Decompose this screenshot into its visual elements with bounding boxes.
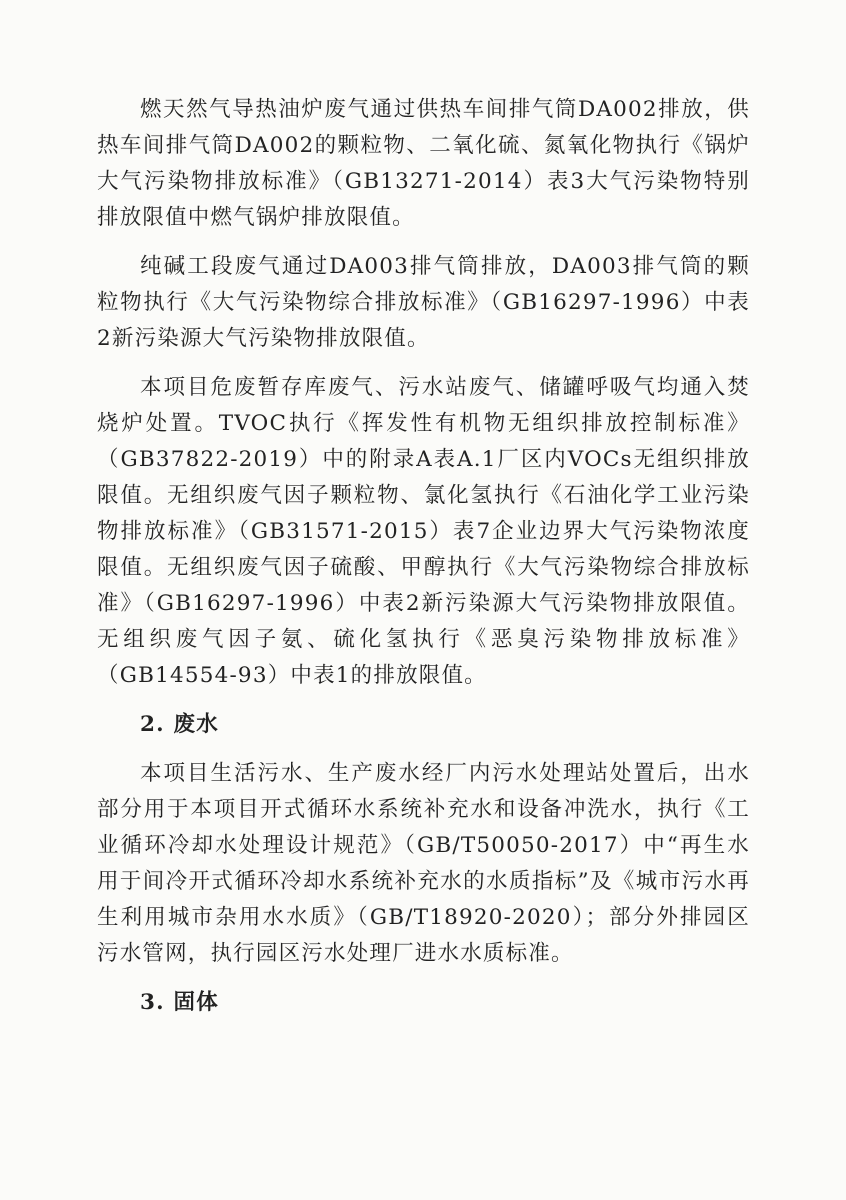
paragraph-fugitive-emissions: 本项目危废暂存库废气、污水站废气、储罐呼吸气均通入焚烧炉处置。TVOC执行《挥发性有机物无组织排放控制标准》（GB37822-2019）中的附录A表A.1厂区内VOCs无组织排放限值。无组织废气因子颗粒物、氯化氢执行《石油化学工业污染物排放标准》（GB31571-2015）表7企业边界大气污染物浓度限值。无组织废气因子硫酸、甲醇执行《大气污染物综合排放标准》（GB16297-1996）中表2新污染源大气污染物排放限值。无组织废气因子氨、硫化氢执行《恶臭污染物排放标准》（GB14554-93）中表1的排放限值。 xyxy=(97,375,750,688)
paragraph-wastewater: 本项目生活污水、生产废水经厂内污水处理站处置后，出水部分用于本项目开式循环水系统补充水和设备冲洗水，执行《工业循环冷却水处理设计规范》（GB/T50050-2017）中“再生水用于间冷开式循环冷却水系统补充水的水质指标”及《城市污水再生利用城市杂用水水质》（GB/T18920-2020）；部分外排园区污水管网，执行园区污水处理厂进水水质标准。 xyxy=(97,761,750,966)
paragraph-boiler-exhaust: 燃天然气导热油炉废气通过供热车间排气筒DA002排放，供热车间排气筒DA002的颗粒物、二氧化硫、氮氧化物执行《锅炉大气污染物排放标准》（GB13271-2014）表3大气污染物特别排放限值中燃气锅炉排放限值。 xyxy=(97,97,750,230)
section-heading-solid: 3. 固体 xyxy=(140,990,219,1015)
paragraph-soda-ash-exhaust: 纯碱工段废气通过DA003排气筒排放，DA003排气筒的颗粒物执行《大气污染物综合排放标准》（GB16297-1996）中表2新污染源大气污染物排放限值。 xyxy=(97,254,750,351)
section-heading-wastewater: 2. 废水 xyxy=(140,712,219,737)
